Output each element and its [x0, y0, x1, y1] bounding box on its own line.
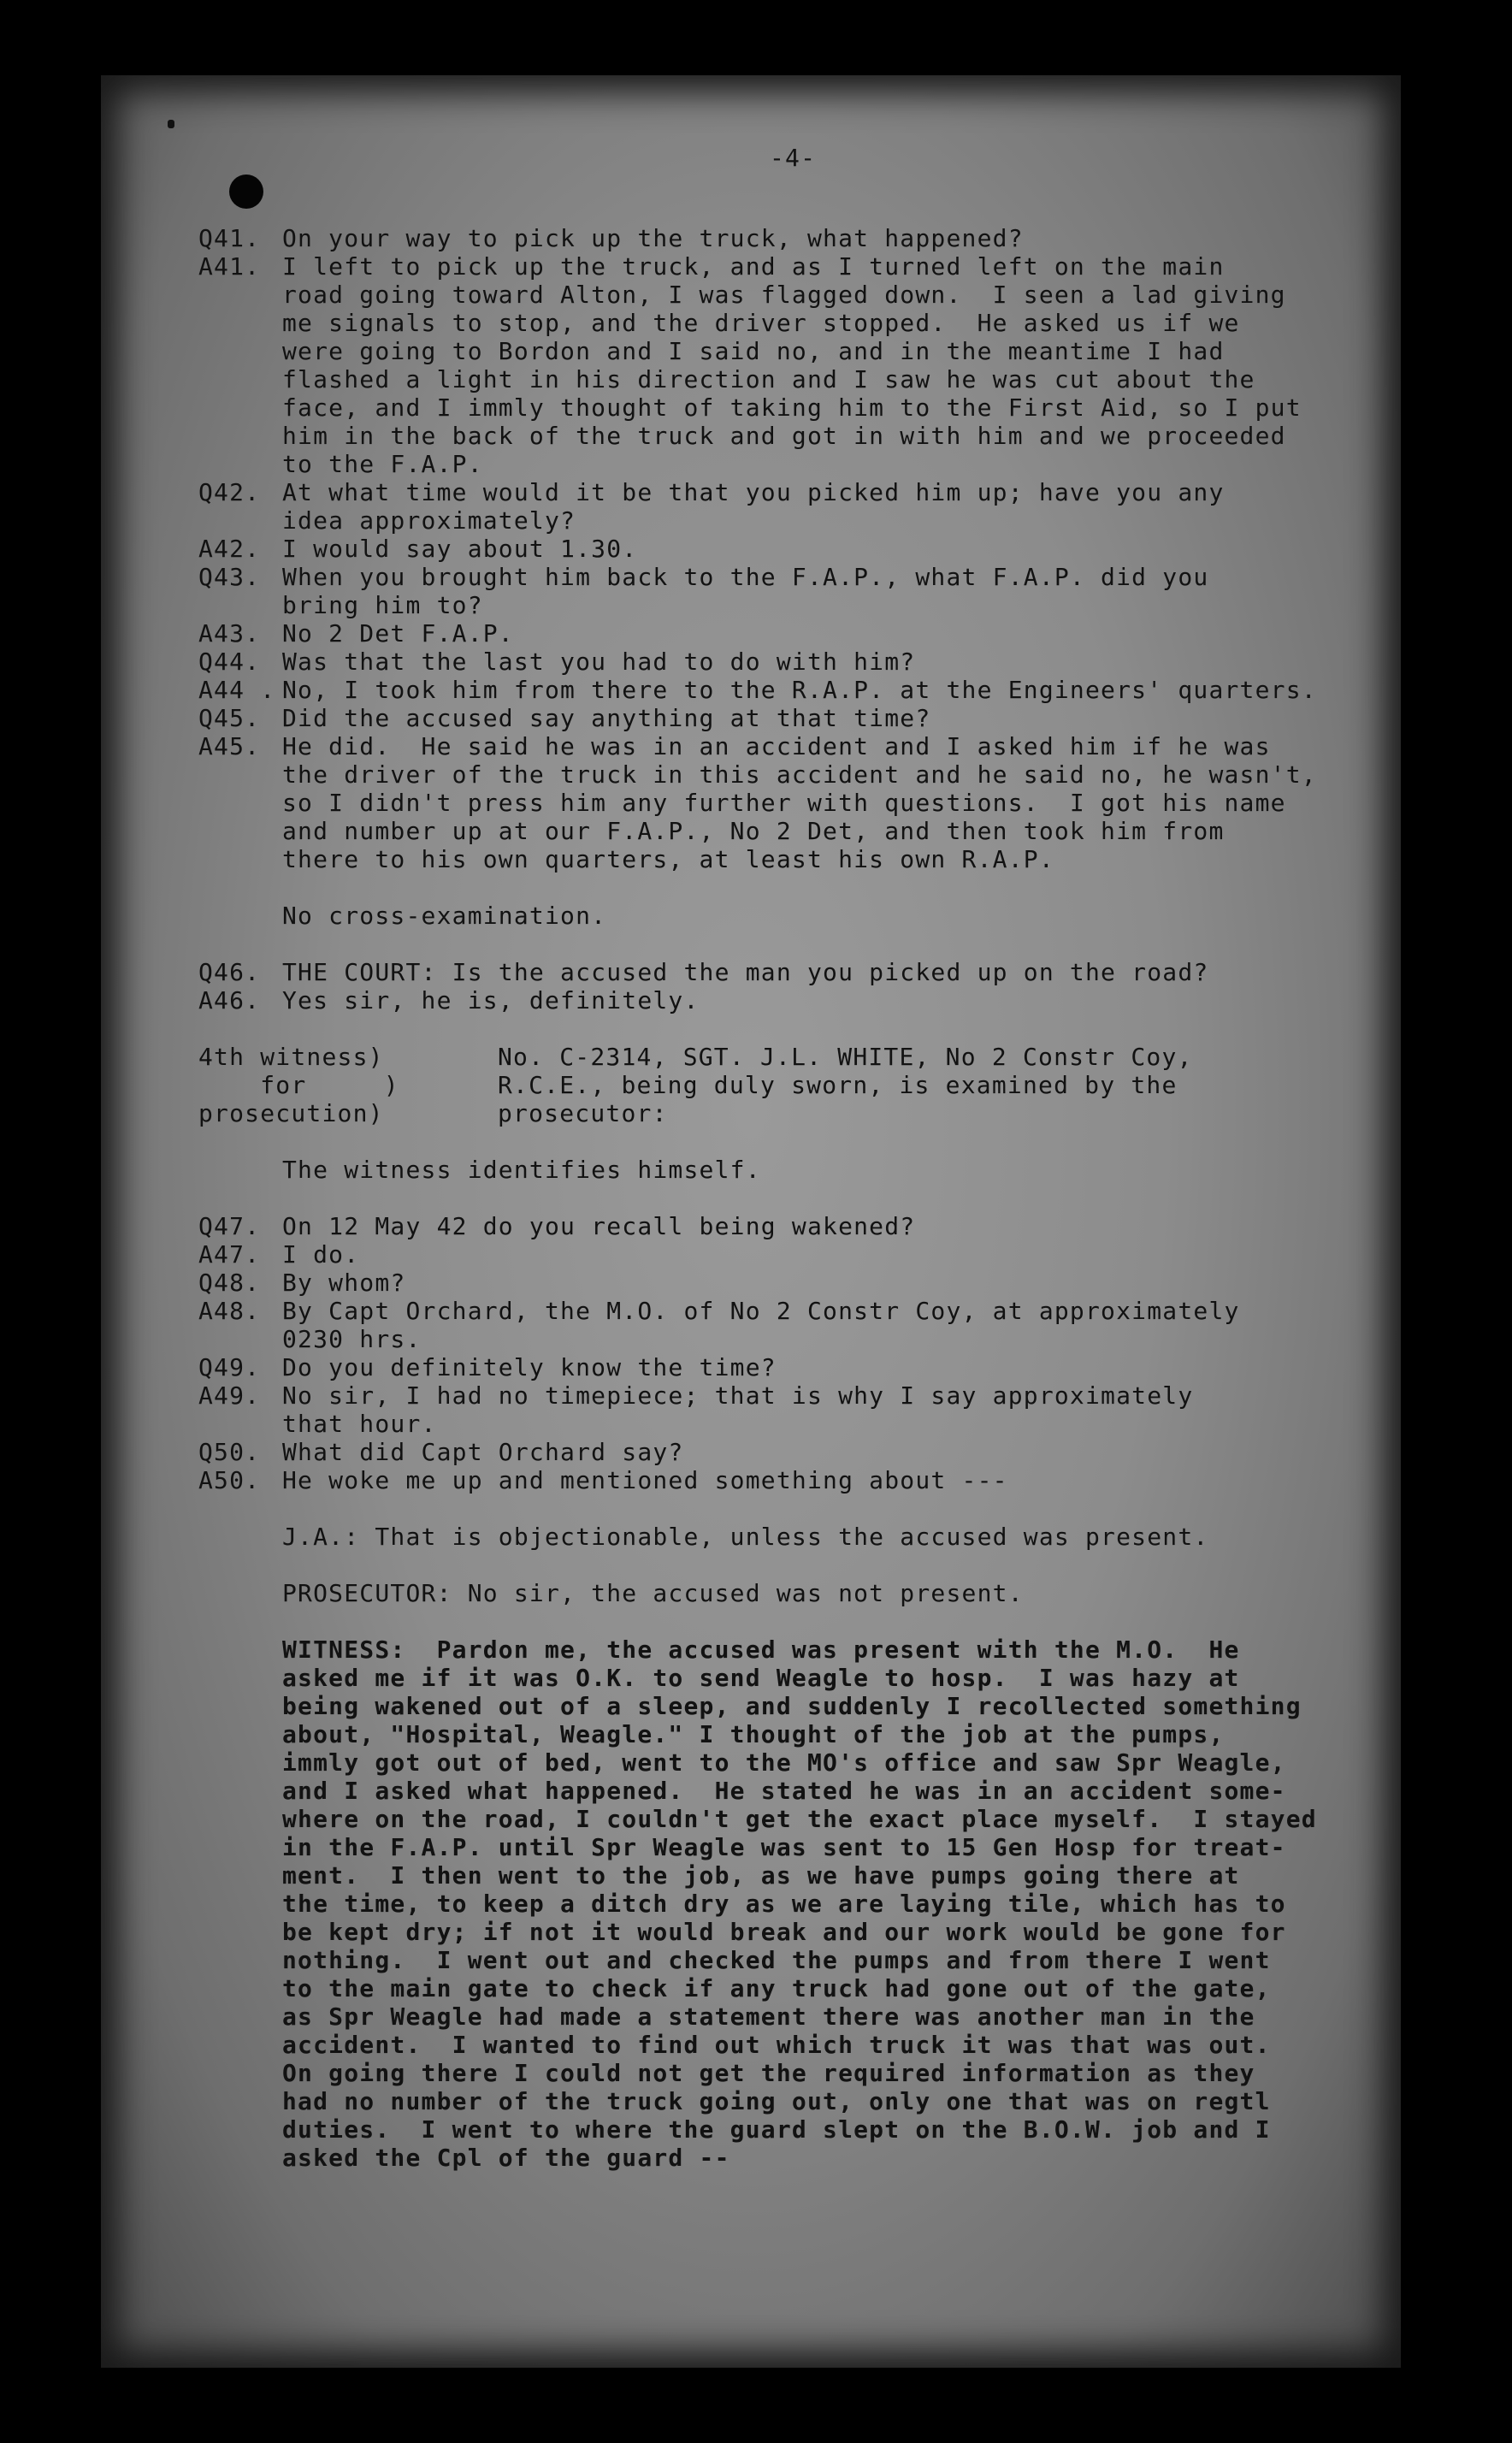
qa-row: [198, 1297, 1396, 1353]
qa-list-court: [198, 958, 1396, 1014]
qa-row: [198, 563, 1396, 619]
qa-text: Yes sir, he is, definitely.: [282, 986, 700, 1014]
qa-text: What did Capt Orchard say?: [282, 1438, 684, 1466]
qa-row: [198, 1240, 1396, 1269]
qa-row: [198, 648, 1396, 676]
page-number: -4-: [770, 144, 817, 172]
qa-label: A46.: [198, 986, 261, 1014]
no-cross-examination: No cross-examination.: [282, 902, 607, 930]
qa-label: A42.: [198, 535, 261, 563]
ink-mark: [168, 120, 174, 128]
qa-list-1: [198, 224, 1396, 873]
qa-text: No, I took him from there to the R.A.P. at the Engineers' quarters.: [282, 676, 1317, 704]
qa-text: I do.: [282, 1240, 360, 1269]
qa-row: [198, 1212, 1396, 1240]
qa-row: [198, 1381, 1396, 1438]
qa-row: [198, 1466, 1396, 1494]
qa-text: No sir, I had no timepiece; that is why I say approximately that hour.: [282, 1381, 1194, 1438]
qa-text: On 12 May 42 do you recall being wakened?: [282, 1212, 916, 1240]
qa-row: [198, 676, 1396, 704]
qa-text: By whom?: [282, 1269, 406, 1297]
qa-row: [198, 535, 1396, 563]
qa-text: At what time would it be that you picked him up; have you any idea approximately?: [282, 478, 1225, 535]
qa-row: [198, 252, 1396, 478]
qa-row: [198, 1438, 1396, 1466]
qa-label: A47.: [198, 1240, 261, 1269]
qa-text: Do you definitely know the time?: [282, 1353, 777, 1381]
qa-label: A41.: [198, 252, 261, 281]
qa-row: [198, 986, 1396, 1014]
transcript-body: [198, 224, 1396, 2172]
witness-header: [198, 1043, 1396, 1127]
ja-objection: J.A.: That is objectionable, unless the accused was present.: [282, 1523, 1209, 1551]
qa-label: Q49.: [198, 1353, 261, 1381]
qa-text: By Capt Orchard, the M.O. of No 2 Constr Coy, at approximately 0230 hrs.: [282, 1297, 1240, 1353]
qa-row: [198, 619, 1396, 648]
witness-statement: WITNESS: Pardon me, the accused was present with the M.O. He asked me if it was O.K. to send Weagle to hosp. I was hazy at being wakened out of a sleep, and suddenly I recollected something about, "Hospital, Weagle." I thought of the job at the pumps, immly got out of bed, went to the MO's office and saw Spr Weagle, and I asked what happened. He stated he was in an accident some- where on the road, I couldn't get the exact place myself. I stayed in the F.A.P. until Spr Weagle was sent to 15 Gen Hosp for treat- ment. I then went to the job, as we have pumps going there at the time, to keep a ditch dry as we are laying tile, which has to be kept dry; if not it would break and our work would be gone for nothing. I went out and checked the pumps and from there I went to the main gate to check if any truck had gone out of the gate, as Spr Weagle had made a statement there was another man in the accident. I wanted to find out which truck it was that was out. On going there I could not get the required information as they had no number of the truck going out, only one that was on regtl duties. I went to where the guard slept on the B.O.W. job and I asked the Cpl of the guard --: [282, 1636, 1317, 2172]
qa-row: [198, 1353, 1396, 1381]
qa-label: Q50.: [198, 1438, 261, 1466]
witness-label: 4th witness) for ) prosecution): [198, 1043, 399, 1127]
qa-label: Q48.: [198, 1269, 261, 1297]
qa-label: A43.: [198, 619, 261, 648]
qa-label: Q42.: [198, 478, 261, 506]
qa-row: [198, 1269, 1396, 1297]
qa-row: [198, 704, 1396, 732]
qa-label: Q41.: [198, 224, 261, 252]
qa-text: Was that the last you had to do with him?: [282, 648, 916, 676]
qa-text: No 2 Det F.A.P.: [282, 619, 514, 648]
witness-intro: No. C-2314, SGT. J.L. WHITE, No 2 Constr Coy, R.C.E., being duly sworn, is examined by the prosecutor:: [498, 1043, 1193, 1127]
qa-text: I would say about 1.30.: [282, 535, 638, 563]
witness-identifies: The witness identifies himself.: [282, 1156, 761, 1184]
qa-label: A44 .: [198, 676, 276, 704]
punch-hole: [229, 174, 263, 209]
prosecutor-reply: PROSECUTOR: No sir, the accused was not present.: [282, 1579, 1024, 1607]
qa-row: [198, 732, 1396, 873]
qa-text: THE COURT: Is the accused the man you picked up on the road?: [282, 958, 1209, 986]
qa-text: He did. He said he was in an accident and I asked him if he was the driver of the truck in this accident and he said no, he wasn't, so I didn't press him any further with questions. I got his name and number up at our F.A.P., No 2 Det, and then took him from there to his own quarters, at least his own R.A.P.: [282, 732, 1317, 873]
qa-text: On your way to pick up the truck, what happened?: [282, 224, 1024, 252]
qa-row: [198, 958, 1396, 986]
qa-row: [198, 224, 1396, 252]
qa-text: Did the accused say anything at that time?: [282, 704, 931, 732]
qa-text: He woke me up and mentioned something about ---: [282, 1466, 1008, 1494]
qa-label: Q46.: [198, 958, 261, 986]
qa-label: Q45.: [198, 704, 261, 732]
qa-list-2: [198, 1212, 1396, 1494]
qa-label: A49.: [198, 1381, 261, 1410]
qa-label: Q47.: [198, 1212, 261, 1240]
qa-row: [198, 478, 1396, 535]
qa-text: When you brought him back to the F.A.P., what F.A.P. did you bring him to?: [282, 563, 1209, 619]
qa-label: A45.: [198, 732, 261, 760]
qa-label: Q43.: [198, 563, 261, 591]
qa-label: A48.: [198, 1297, 261, 1325]
qa-label: A50.: [198, 1466, 261, 1494]
qa-text: I left to pick up the truck, and as I turned left on the main road going toward Alton, I was flagged down. I seen a lad giving me signals to stop, and the driver stopped. He asked us if we were going to Bordon and I said no, and in the meantime I had flashed a light in his direction and I saw he was cut about the face, and I immly thought of taking him to the First Aid, so I put him in the back of the truck and got in with him and we proceeded to the F.A.P.: [282, 252, 1302, 478]
qa-label: Q44.: [198, 648, 261, 676]
